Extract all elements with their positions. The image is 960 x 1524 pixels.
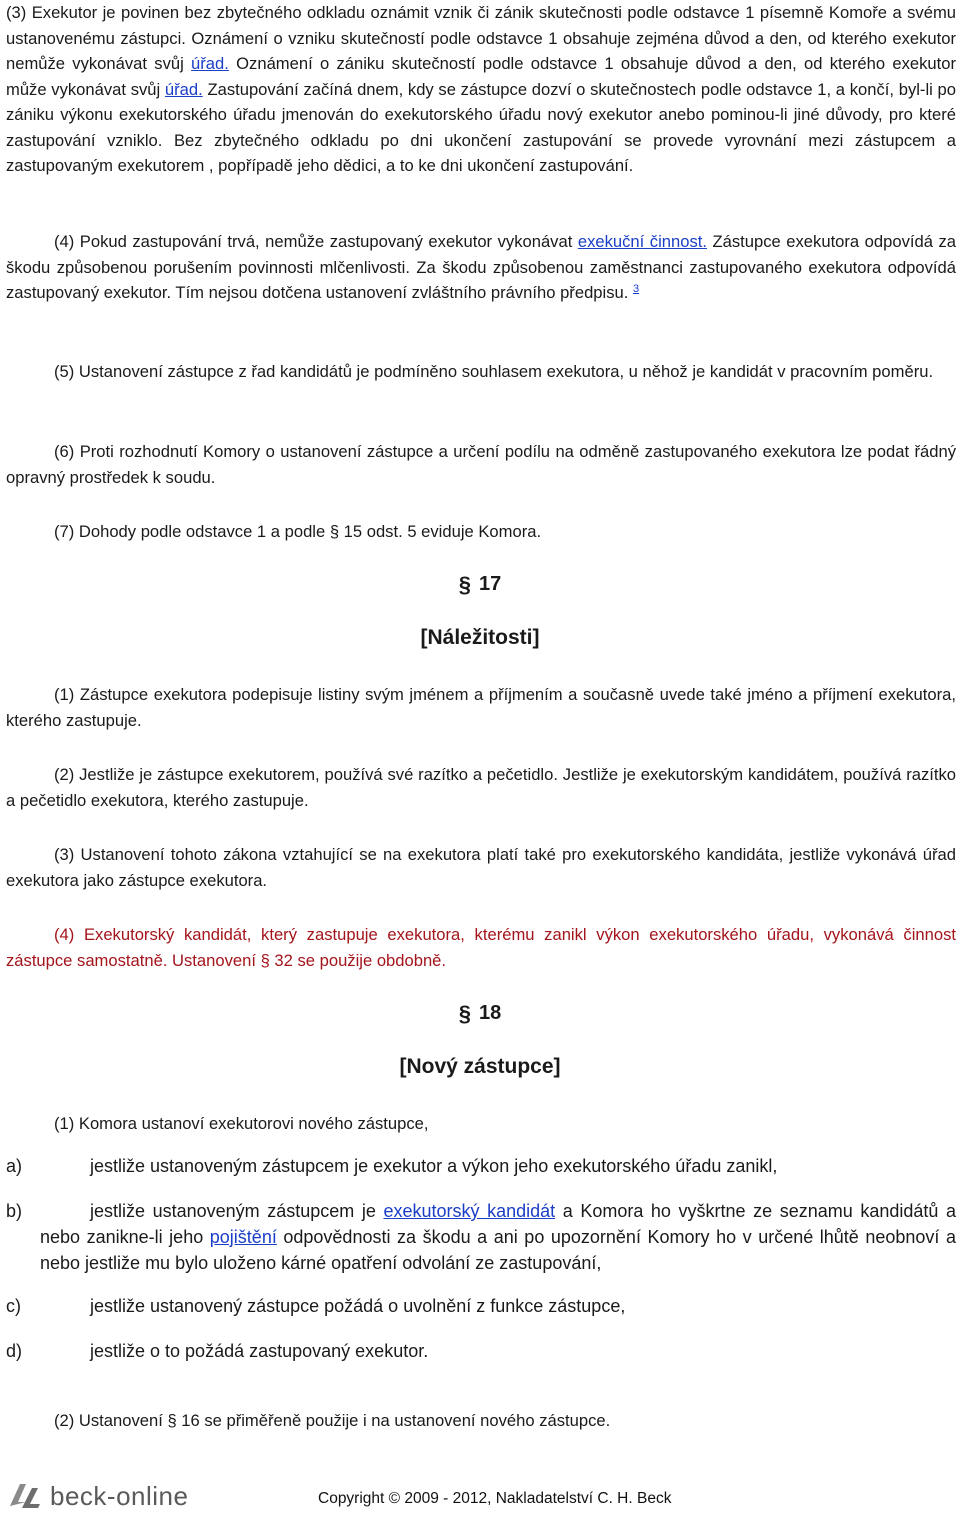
paragraph-text: Zastupování začíná dnem, kdy se zástupce dozví o skutečnostech podle odstavce 1, a končí, byl-li po zániku výkonu exekutorského úřadu jmenován do exekutorského úřadu nový exekutor anebo pominou-li jiné důvody, pro které zastupování vzniklo. Bez zbytečného odkladu po dni ukončení zastupování se provede vyrovnání mezi zástupcem a zastupovaným exekutorem , popřípadě jeho dědici, a to ke dni ukončení zastupování. [6, 79, 956, 175]
paragraph-sign: § [458, 572, 471, 597]
link-exekutorsky-kandidat[interactable]: exekutorský kandidát [383, 1201, 556, 1221]
section16-paragraph-6: (6) Proti rozhodnutí Komory o ustanovení zástupce a určení podílu na odměně zastupovaného exekutora lze podat řádný opravný prostředek k soudu. [6, 442, 956, 487]
footnote-link[interactable]: 3 [632, 283, 640, 295]
list-item-text: jestliže ustanoveným zástupcem je exekutor a výkon jeho exekutorského úřadu zanikl, [90, 1156, 778, 1176]
list-item-text: jestliže ustanovený zástupce požádá o uvolnění z funkce zástupce, [90, 1296, 626, 1316]
paragraph-text: (4) Pokud zastupování trvá, nemůže zastupovaný exekutor vykonávat [54, 232, 578, 251]
logo-text: beck-online [50, 1480, 189, 1511]
list-item-text-part: jestliže ustanoveným zástupcem je [90, 1201, 384, 1221]
section-number: 18 [479, 1002, 502, 1024]
section16-paragraph-5: (5) Ustanovení zástupce z řad kandidátů je podmíněno souhlasem exekutora, u něhož je kandidát v pracovním poměru. [54, 362, 934, 381]
section17-paragraph-2: (2) Jestliže je zástupce exekutorem, používá své razítko a pečetidlo. Jestliže je exekutorským kandidátem, používá razítko a pečetidlo exekutora, kterého zastupuje. [6, 765, 956, 810]
list-item-letter: d) [6, 1341, 23, 1361]
list-item-letter: c) [6, 1296, 21, 1316]
section18-paragraph-2: (2) Ustanovení § 16 se přiměřeně použije i na ustanovení nového zástupce. [54, 1411, 611, 1430]
link-urad[interactable]: úřad. [191, 54, 229, 73]
section18-title: [Nový zástupce] [399, 1055, 561, 1078]
paragraph-sign: § [458, 1001, 471, 1026]
list-item-text: jestliže o to požádá zastupovaný exekutor. [90, 1341, 429, 1361]
section17-paragraph-1: (1) Zástupce exekutora podepisuje listiny svým jménem a příjmením a současně uvede také jméno a příjmení exekutora, kterého zastupuje. [6, 685, 956, 730]
section17-title: [Náležitosti] [420, 626, 540, 649]
page-footer [0, 1470, 960, 1520]
paragraph-text: Zástupce exekutora odpovídá za škodu způsobenou porušením povinnosti mlčenlivosti. Za škodu způsobenou zaměstnanci zastupovaného exekutora odpovídá zastupovaný exekutor. Tím nejsou dotčena ustanovení zvláštního právního předpisu. [6, 232, 957, 302]
section-number: 17 [479, 573, 502, 595]
list-item-text-part: odpovědnosti za škodu a ani po upozornění Komory ho v určené lhůtě neobnoví a nebo jestliže mu bylo uloženo kárné opatření odvolání ze zastupování, [40, 1227, 956, 1273]
beck-online-logo[interactable] [6, 1474, 188, 1518]
section16-paragraph-3 [6, 0, 956, 179]
link-pojisteni[interactable]: pojištění [209, 1227, 277, 1247]
list-item-letter: a) [6, 1156, 23, 1176]
list-item-text-part: a Komora ho vyškrtne ze seznamu kandidátů a nebo zanikne-li jeho [40, 1201, 956, 1247]
section17-paragraph-4: (4) Exekutorský kandidát, který zastupuje exekutora, kterému zanikl výkon exekutorského úřadu, vykonává činnost zástupce samostatně. Ustanovení § 32 se použije obdobně. [6, 925, 956, 970]
link-exekucni-cinnost[interactable]: exekuční činnost. [577, 232, 707, 251]
copyright-notice: Copyright © 2009 - 2012, Nakladatelství C. H. Beck [318, 1490, 672, 1507]
section16-paragraph-7: (7) Dohody podle odstavce 1 a podle § 15 odst. 5 eviduje Komora. [54, 522, 542, 541]
list-item-letter: b) [6, 1201, 23, 1221]
section17-number [0, 570, 960, 597]
list-item-text [40, 1198, 956, 1276]
section18-paragraph-1: (1) Komora ustanoví exekutorovi nového zástupce, [54, 1114, 429, 1133]
logo-mark-icon [6, 1476, 46, 1516]
link-urad[interactable]: úřad. [164, 79, 203, 99]
paragraph-text: (3) Exekutor je povinen bez zbytečného odkladu oznámit vznik či zánik skutečnosti podle odstavce 1 písemně Komoře a svému ustanovenému zástupci. Oznámení o vzniku skutečností podle odstavce 1 obsahuje zejména důvod a den, od kterého exekutor nemůže vykonávat svůj [6, 3, 956, 73]
section18-number [0, 999, 960, 1026]
section17-paragraph-3: (3) Ustanovení tohoto zákona vztahující se na exekutora platí také pro exekutorského kandidáta, jestliže vykonává úřad exekutora jako zástupce exekutora. [6, 845, 956, 890]
section16-paragraph-4 [6, 229, 956, 306]
paragraph-text: Oznámení o zániku skutečností podle odstavce 1 obsahuje důvod a den, od kterého exekutor může vykonávat svůj [6, 54, 956, 99]
